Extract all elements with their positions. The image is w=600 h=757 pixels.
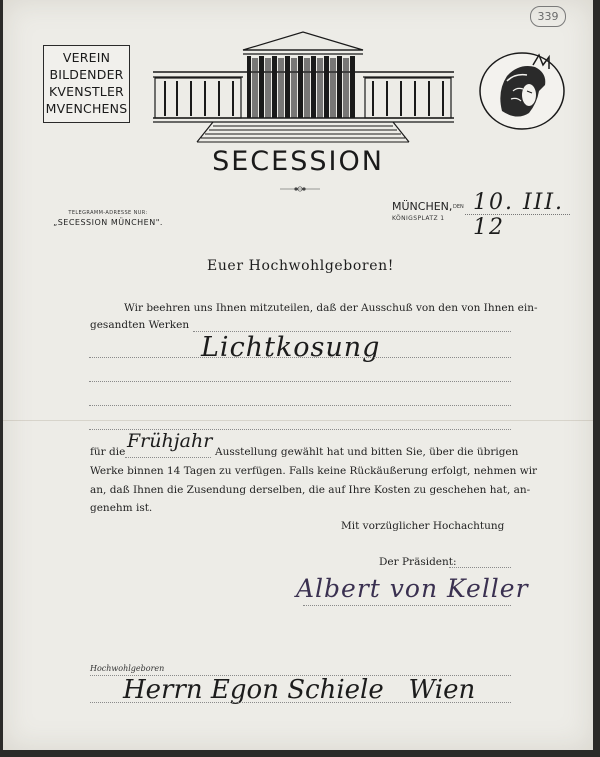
dotted-line-4 [89,405,511,406]
handwritten-exhibition-name: Frühjahr [127,430,213,452]
dotted-line-3 [89,381,511,382]
telegram-address: „SECESSION MÜNCHEN". [53,218,163,227]
letterhead-address: KÖNIGSPLATZ 1 [392,215,445,222]
paragraph2-line1: Ausstellung gewählt hat und bitten Sie, über die übrigen [215,446,519,458]
recipient-label: Hochwohlgeboren [90,664,165,673]
date-prefix-label: DEN [453,204,464,210]
date-dotted-line [465,214,570,215]
verein-logo [43,45,130,123]
president-label: Der Präsident: [379,556,457,568]
president-signature: Albert von Keller [296,574,529,603]
letterhead-city: MÜNCHEN, [392,200,453,213]
secession-building-illustration [151,26,456,144]
signature-dotted-line [303,605,511,606]
closing-phrase: Mit vorzüglicher Hochachtung [341,520,505,532]
logo-line-2: BILDENDER [49,67,124,82]
telegram-address-label: TELEGRAMM-ADRESSE NUR: [68,210,148,216]
paragraph2-line3: an, daß Ihnen die Zusendung derselben, die auf Ihre Kosten zu geschehen hat, an- [90,484,531,496]
paper-fold-crease [3,420,593,421]
recipient-handwritten-address: Herrn Egon Schiele Wien [123,675,476,705]
handwritten-date: 10. III. 12 [473,190,565,240]
archive-number-stamp: 339 [530,6,566,27]
dotted-line-2 [89,357,511,358]
handwritten-work-title: Lichtkosung [201,332,381,363]
logo-line-4: MVENCHENS [45,101,128,116]
logo-line-1: VEREIN [62,50,111,65]
ornament-divider [280,184,320,194]
paragraph1-line2: gesandten Werken [90,319,190,331]
paragraph2-line4: genehm ist. [90,502,153,514]
athena-medallion-emblem [477,51,567,131]
salutation: Euer Hochwohlgeboren! [207,258,394,274]
president-dotted-line [449,567,511,568]
logo-line-3: KVENSTLER [49,84,124,99]
paragraph1-line1: Wir beehren uns Ihnen mitzuteilen, daß der Ausschuß von den von Ihnen ein- [124,302,538,314]
recipient-dotted-line-2 [90,702,511,703]
letter-sheet [3,0,593,750]
secession-wordmark: SECESSION [212,146,384,177]
exhibition-dotted-line [125,457,211,458]
paragraph2-prefix: für die [90,446,126,458]
paragraph2-line2: Werke binnen 14 Tagen zu verfügen. Falls keine Rückäußerung erfolgt, nehmen wir [90,465,538,477]
